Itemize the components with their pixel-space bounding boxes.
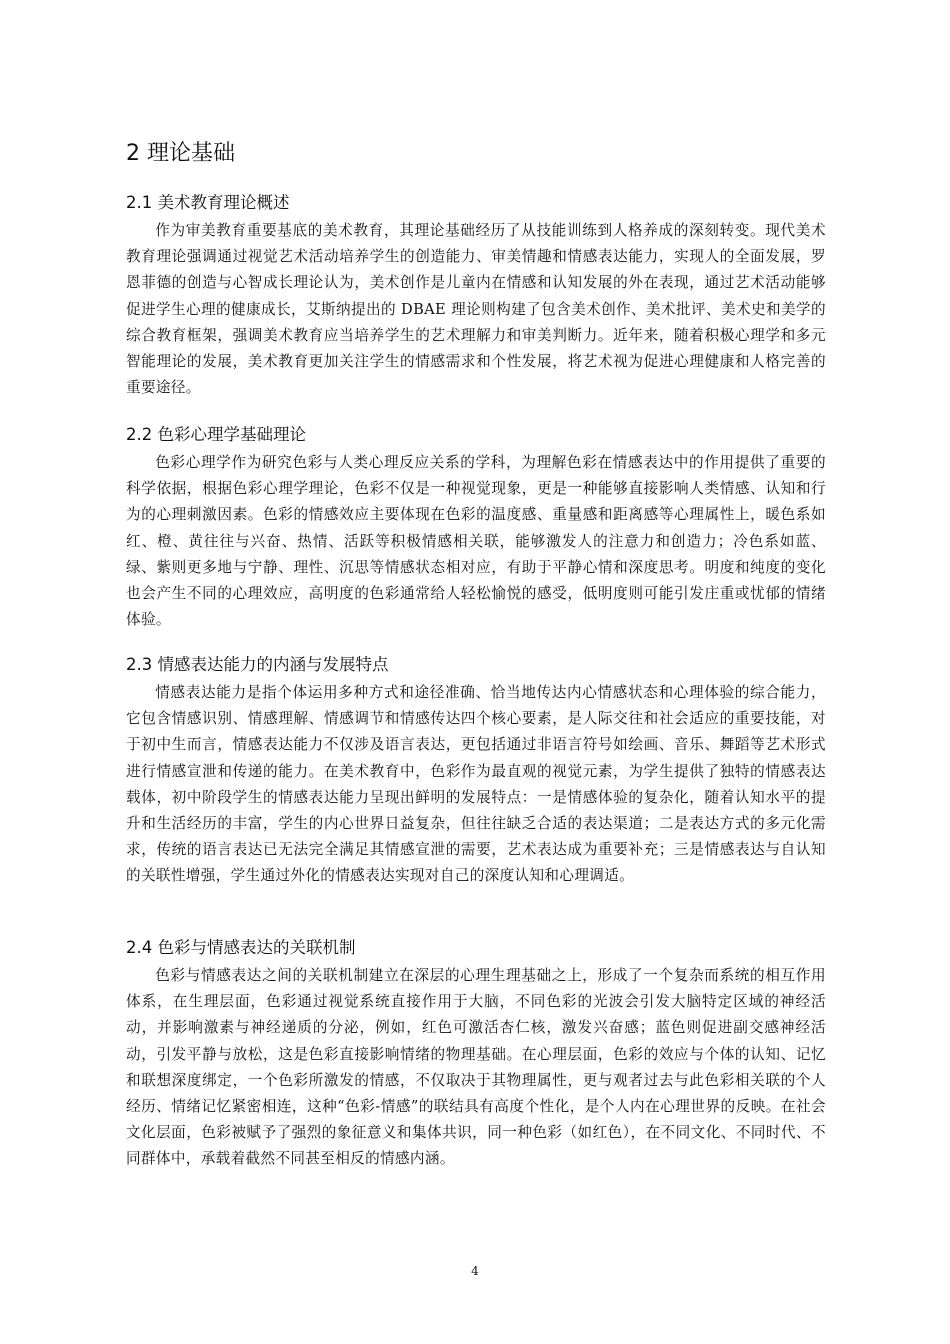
- section-paragraph: 作为审美教育重要基底的美术教育，其理论基础经历了从技能训练到人格养成的深刻转变。现代美术教育理论强调通过视觉艺术活动培养学生的创造能力、审美情趣和情感表达能力，实现人的全面发展，罗恩菲德的创造与心智成长理论认为，美术创作是儿童内在情感和认知发展的外在表现，通过艺术活动能够促进学生心理的健康成长，艾斯纳提出的 DBAE 理论则构建了包含美术创作、美术批评、美术史和美学的综合教育框架，强调美术教育应当培养学生的艺术理解力和审美判断力。近年来，随着积极心理学和多元智能理论的发展，美术教育更加关注学生的情感需求和个性发展，将艺术视为促进心理健康和人格完善的重要途径。: [126, 222, 826, 397]
- section-heading: 2.4 色彩与情感表达的关联机制: [126, 938, 356, 957]
- section-2-2: [126, 420, 826, 633]
- section-paragraph: 色彩心理学作为研究色彩与人类心理反应关系的学科，为理解色彩在情感表达中的作用提供了重要的科学依据，根据色彩心理学理论，色彩不仅是一种视觉现象，更是一种能够直接影响人类情感、认知和行为的心理刺激因素。色彩的情感效应主要体现在色彩的温度感、重量感和距离感等心理属性上，暖色系如红、橙、黄往往与兴奋、热情、活跃等积极情感相关联，能够激发人的注意力和创造力；冷色系如蓝、绿、紫则更多地与宁静、理性、沉思等情感状态相对应，有助于平静心情和深度思考。明度和纯度的变化也会产生不同的心理效应，高明度的色彩通常给人轻松愉悦的感受，低明度则可能引发庄重或忧郁的情绪体验。: [126, 454, 826, 629]
- section-2-3: [126, 650, 826, 890]
- page-number: 4: [471, 1264, 479, 1278]
- section-heading: 2.1 美术教育理论概述: [126, 193, 290, 212]
- section-heading: 2.2 色彩心理学基础理论: [126, 425, 306, 444]
- section-2-4: [126, 933, 826, 1173]
- section-paragraph: 情感表达能力是指个体运用多种方式和途径准确、恰当地传达内心情感状态和心理体验的综合能力，它包含情感识别、情感理解、情感调节和情感传达四个核心要素，是人际交往和社会适应的重要技能，对于初中生而言，情感表达能力不仅涉及语言表达，更包括通过非语言符号如绘画、音乐、舞蹈等艺术形式进行情感宣泄和传递的能力。在美术教育中，色彩作为最直观的视觉元素，为学生提供了独特的情感表达载体，初中阶段学生的情感表达能力呈现出鲜明的发展特点：一是情感体验的复杂化，随着认知水平的提升和生活经历的丰富，学生的内心世界日益复杂，但往往缺乏合适的表达渠道；二是表达方式的多元化需求，传统的语言表达已无法完全满足其情感宣泄的需要，艺术表达成为重要补充；三是情感表达与自认知的关联性增强，学生通过外化的情感表达实现对自己的深度认知和心理调适。: [126, 684, 826, 885]
- section-heading: 2.3 情感表达能力的内涵与发展特点: [126, 655, 389, 674]
- chapter-title: 2 理论基础: [126, 141, 235, 166]
- section-paragraph: 色彩与情感表达之间的关联机制建立在深层的心理生理基础之上，形成了一个复杂而系统的相互作用体系，在生理层面，色彩通过视觉系统直接作用于大脑，不同色彩的光波会引发大脑特定区域的神经活动，并影响激素与神经递质的分泌，例如，红色可激活杏仁核，激发兴奋感；蓝色则促进副交感神经活动，引发平静与放松，这是色彩直接影响情绪的物理基础。在心理层面，色彩的效应与个体的认知、记忆和联想深度绑定，一个色彩所激发的情感，不仅取决于其物理属性，更与观者过去与此色彩相关联的个人经历、情绪记忆紧密相连，这种“色彩-情感”的联结具有高度个性化，是个人内在心理世界的反映。在社会文化层面，色彩被赋予了强烈的象征意义和集体共识，同一种色彩（如红色），在不同文化、不同时代、不同群体中，承载着截然不同甚至相反的情感内涵。: [126, 967, 826, 1168]
- section-2-1: [126, 188, 826, 401]
